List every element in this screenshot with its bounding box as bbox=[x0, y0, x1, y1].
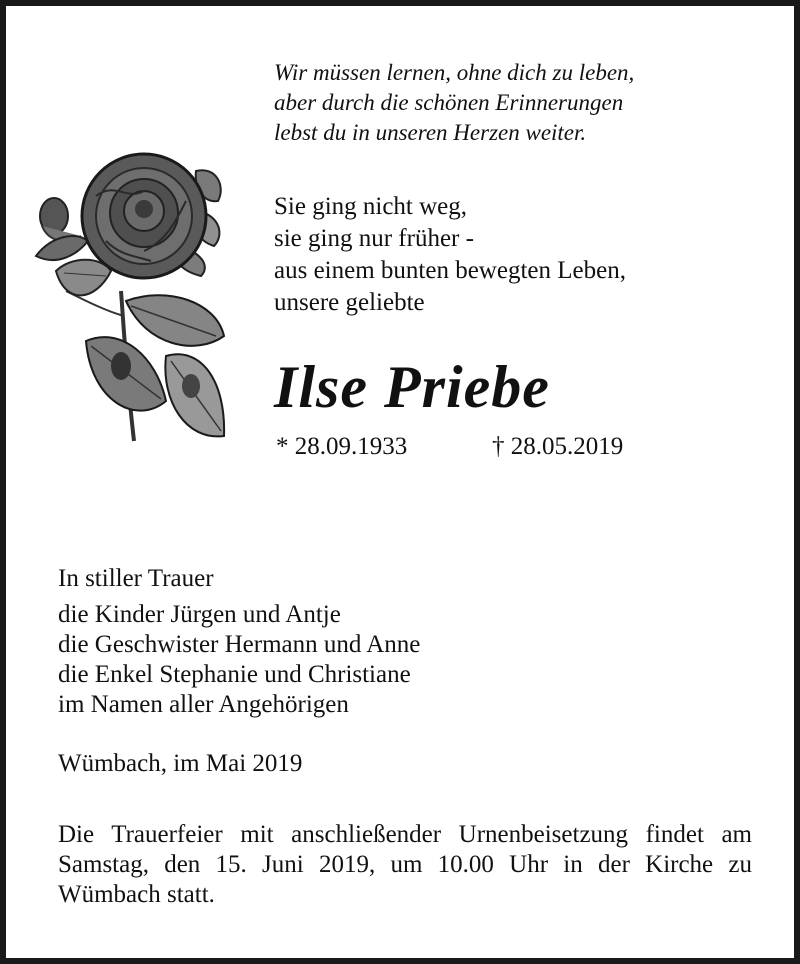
lead-line: sie ging nur früher - bbox=[274, 225, 474, 252]
mourning-intro: In stiller Trauer bbox=[58, 565, 214, 592]
poem-line: aber durch die schönen Erinnerungen bbox=[274, 90, 624, 115]
life-dates bbox=[276, 431, 624, 463]
mourner-line: die Geschwister Hermann und Anne bbox=[58, 631, 421, 658]
death-date: † 28.05.2019 bbox=[492, 433, 624, 460]
rose-icon bbox=[26, 141, 226, 446]
lead-line: unsere geliebte bbox=[274, 289, 425, 316]
mourner-line: die Enkel Stephanie und Christiane bbox=[58, 661, 411, 688]
birth-date: * 28.09.1933 bbox=[276, 433, 408, 460]
poem-line: lebst du in unseren Herzen weiter. bbox=[274, 120, 587, 145]
poem-line: Wir müssen lernen, ohne dich zu leben, bbox=[274, 60, 635, 85]
mourner-line: im Namen aller Angehörigen bbox=[58, 691, 349, 718]
deceased-name: Ilse Priebe bbox=[274, 354, 550, 420]
poem-verse bbox=[274, 58, 634, 148]
mourner-line: die Kinder Jürgen und Antje bbox=[58, 601, 341, 628]
lead-line: Sie ging nicht weg, bbox=[274, 193, 468, 220]
lead-line: aus einem bunten bewegten Leben, bbox=[274, 257, 626, 284]
lead-text bbox=[274, 191, 626, 319]
mourners-list bbox=[58, 600, 420, 720]
place-date: Wümbach, im Mai 2019 bbox=[58, 750, 303, 777]
funeral-info: Die Trauerfeier mit anschließender Urnenbeisetzung findet am Samstag, den 15. Juni 2019, um 10.00 Uhr in der Kirche zu Wümbach statt. bbox=[58, 821, 752, 908]
